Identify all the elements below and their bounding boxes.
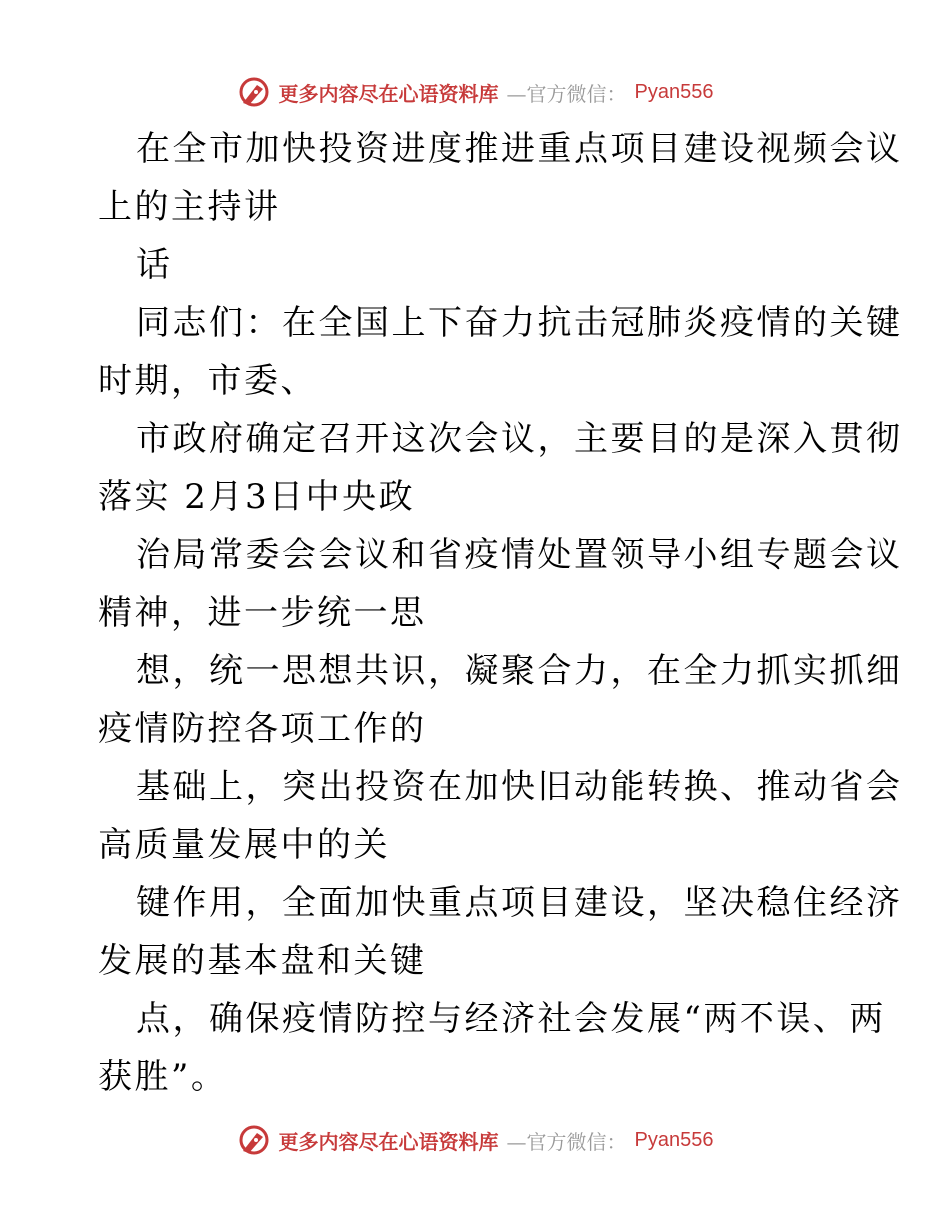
paragraph-line: 治局常委会会议和省疫情处置领导小组专题会议 bbox=[136, 535, 903, 575]
document-title-line-1: 在全市加快投资进度推进重点项目建设视频会议 bbox=[136, 129, 903, 169]
paragraph-line: 点，确保疫情防控与经济社会发展“两不误、两 bbox=[136, 999, 886, 1039]
paragraph-line: 键作用，全面加快重点项目建设，坚决稳住经济 bbox=[136, 883, 903, 923]
paragraph-line: 市政府确定召开这次会议，主要目的是深入贯彻 bbox=[136, 419, 903, 459]
paragraph-line: 想，统一思想共识，凝聚合力，在全力抓实抓细 bbox=[136, 651, 903, 691]
banner-wechat-id: Pyan556 bbox=[634, 80, 714, 103]
paragraph-line: 基础上，突出投资在加快旧动能转换、推动省会 bbox=[136, 767, 903, 807]
paragraph-line: 同志们：在全国上下奋力抗击冠肺炎疫情的关键 bbox=[136, 303, 903, 343]
banner-site-text: 更多内容尽在心语资料库 bbox=[278, 1129, 499, 1154]
banner-wechat-label: —官方微信： bbox=[506, 1129, 627, 1154]
paragraph-line: 精神，进一步统一思 bbox=[98, 593, 427, 633]
footer-watermark-banner bbox=[0, 1120, 950, 1160]
banner-site-text: 更多内容尽在心语资料库 bbox=[278, 81, 499, 106]
paragraph-line: 发展的基本盘和关键 bbox=[98, 941, 427, 981]
document-title-line-3: 话 bbox=[136, 245, 173, 285]
paragraph-line: 落实 2月3日中央政 bbox=[98, 477, 416, 517]
header-watermark-banner bbox=[0, 72, 950, 112]
paragraph-line: 获胜”。 bbox=[98, 1057, 228, 1097]
document-body bbox=[98, 120, 903, 1106]
paragraph-line: 疫情防控各项工作的 bbox=[98, 709, 427, 749]
paragraph-line: 高质量发展中的关 bbox=[98, 825, 390, 865]
document-title-line-2: 上的主持讲 bbox=[98, 187, 281, 227]
pen-nib-circle-icon bbox=[237, 1123, 271, 1157]
banner-wechat-label: —官方微信： bbox=[506, 81, 627, 106]
banner-wechat-id: Pyan556 bbox=[634, 1128, 714, 1151]
pen-nib-circle-icon bbox=[237, 75, 271, 109]
paragraph-line: 时期，市委、 bbox=[98, 361, 317, 401]
